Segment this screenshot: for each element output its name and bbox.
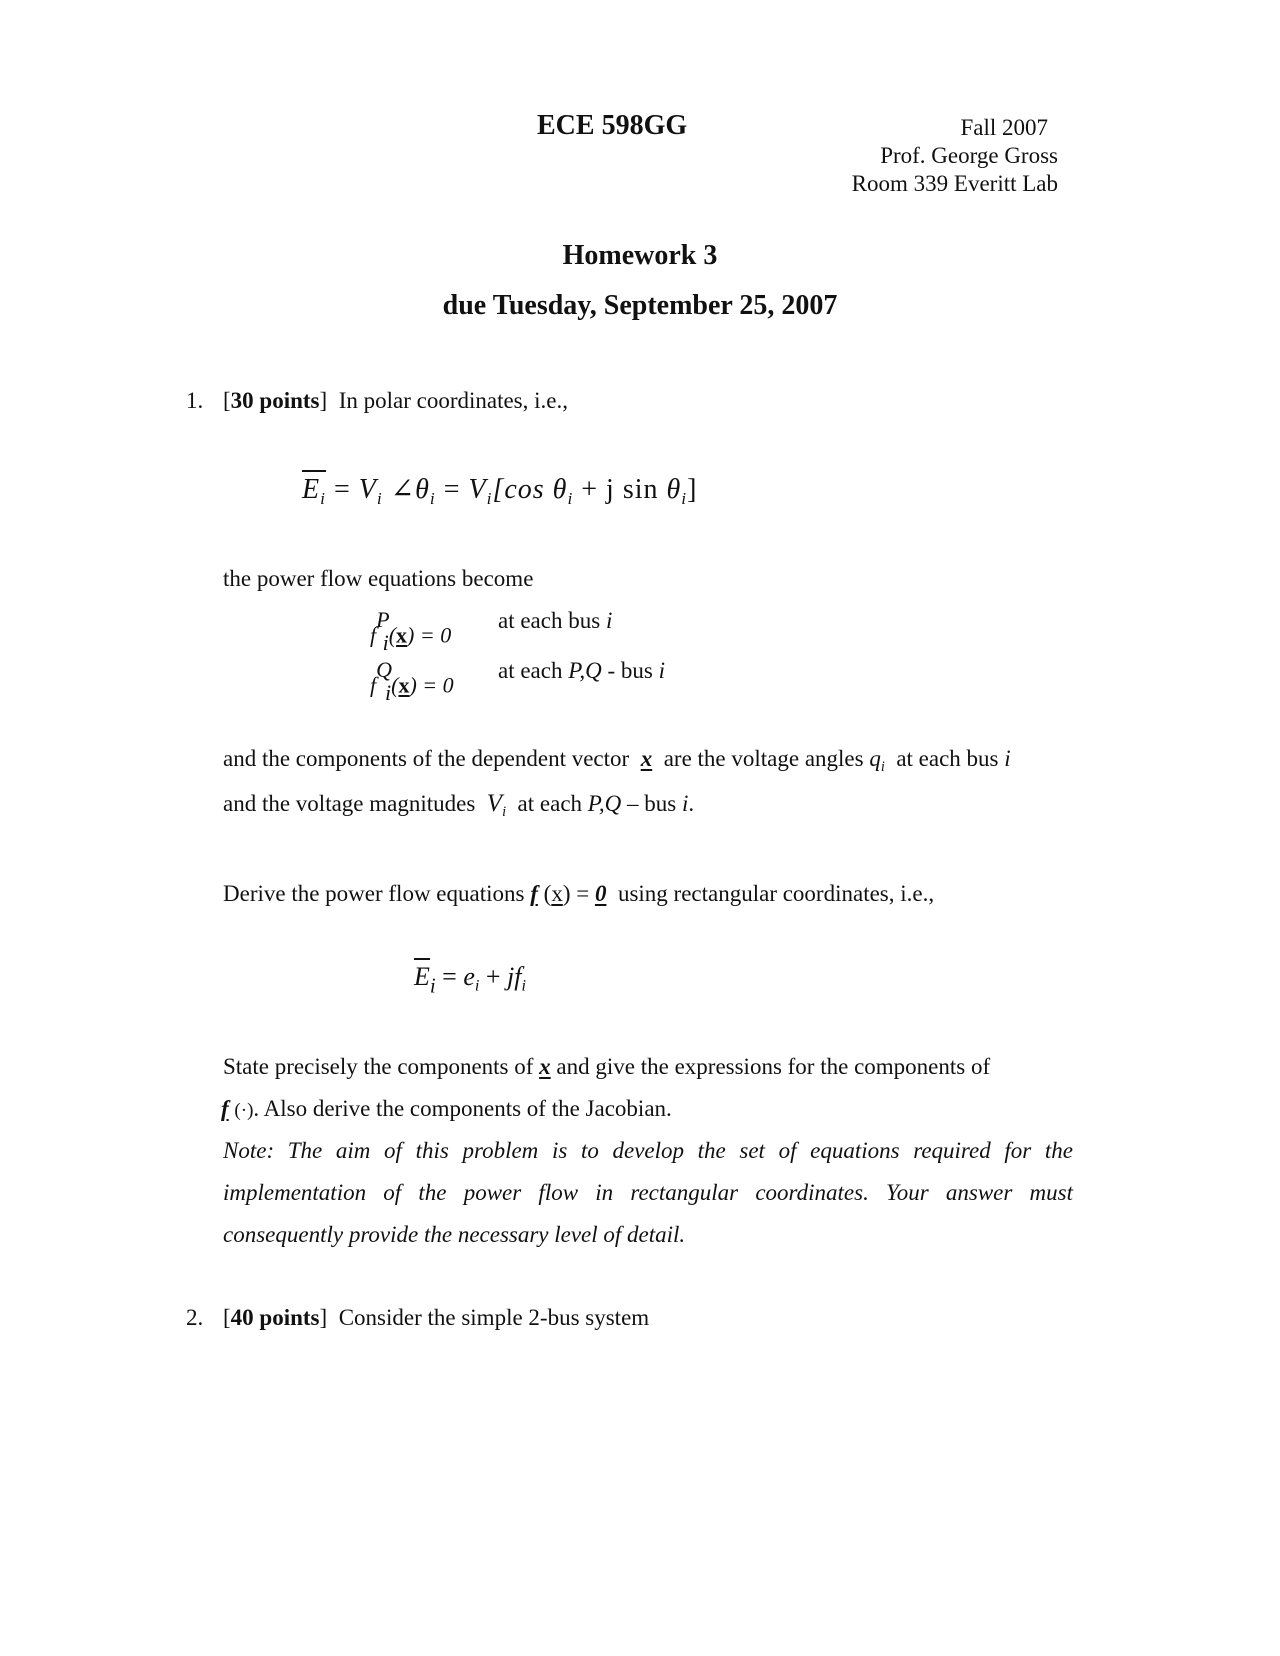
problem-1-heading: [30 points] In polar coordinates, i.e., — [223, 388, 568, 413]
become-text: the power flow equations become — [223, 566, 534, 591]
problem-2-intro: Consider the simple 2-bus system — [338, 1305, 650, 1330]
instructor: Prof. George Gross — [880, 143, 1058, 168]
problem-1-intro: In polar coordinates, i.e., — [338, 388, 568, 413]
note-line-3: consequently provide the necessary level of detail. — [223, 1222, 686, 1247]
equation-p: fPi(x) = 0 — [370, 607, 452, 656]
note-line-2: implementation of the power flow in rectangular coordinates. Your answer must — [223, 1180, 1073, 1205]
problem-2-number: 2. — [186, 1305, 204, 1330]
equation-q-desc: at each P,Q - bus i — [498, 658, 665, 683]
problem-2-heading: [40 points] Consider the simple 2-bus system — [223, 1305, 650, 1330]
header-right — [758, 114, 1058, 198]
problem-1-points: 30 points — [230, 388, 320, 413]
room: Room 339 Everitt Lab — [851, 171, 1058, 196]
derive-line: Derive the power flow equations f (x) = 0 using rectangular coordinates, i.e., — [223, 881, 935, 906]
course-code: ECE 598GG — [537, 110, 688, 141]
dependent-line-2: and the voltage magnitudes $V_i$ at each P,Q – bus i. — [223, 790, 695, 820]
term: Fall 2007 — [960, 115, 1048, 140]
rectangular-equation: $E_i = e_i + jf_i$ — [414, 962, 526, 998]
problem-2-points: 40 points — [230, 1305, 320, 1330]
phasor-E: $E_i$ — [302, 474, 326, 509]
note-line-1: Note: The aim of this problem is to develop the set of equations required for the — [223, 1138, 1073, 1163]
state-line-1: State precisely the components of x and give the expressions for the components of — [223, 1054, 991, 1079]
homework-title: Homework 3 — [562, 240, 718, 271]
problem-1-number: 1. — [186, 388, 204, 413]
equation-q: fQi(x) = 0 — [370, 657, 454, 706]
polar-equation: $E_i = V_i$ $\angle\theta_i = V_i[\cos$ $\theta_i + j$ $\sin \theta_i$] — [302, 474, 698, 509]
dependent-line-1: and the components of the dependent vector x are the voltage angles $q_i$ at each bus i — [223, 746, 1011, 775]
due-date: due Tuesday, September 25, 2007 — [442, 290, 838, 321]
state-line-2: f (·). Also derive the components of the Jacobian. — [221, 1096, 672, 1121]
vector-x: x — [640, 746, 653, 771]
equation-p-desc: at each bus i — [498, 608, 613, 633]
